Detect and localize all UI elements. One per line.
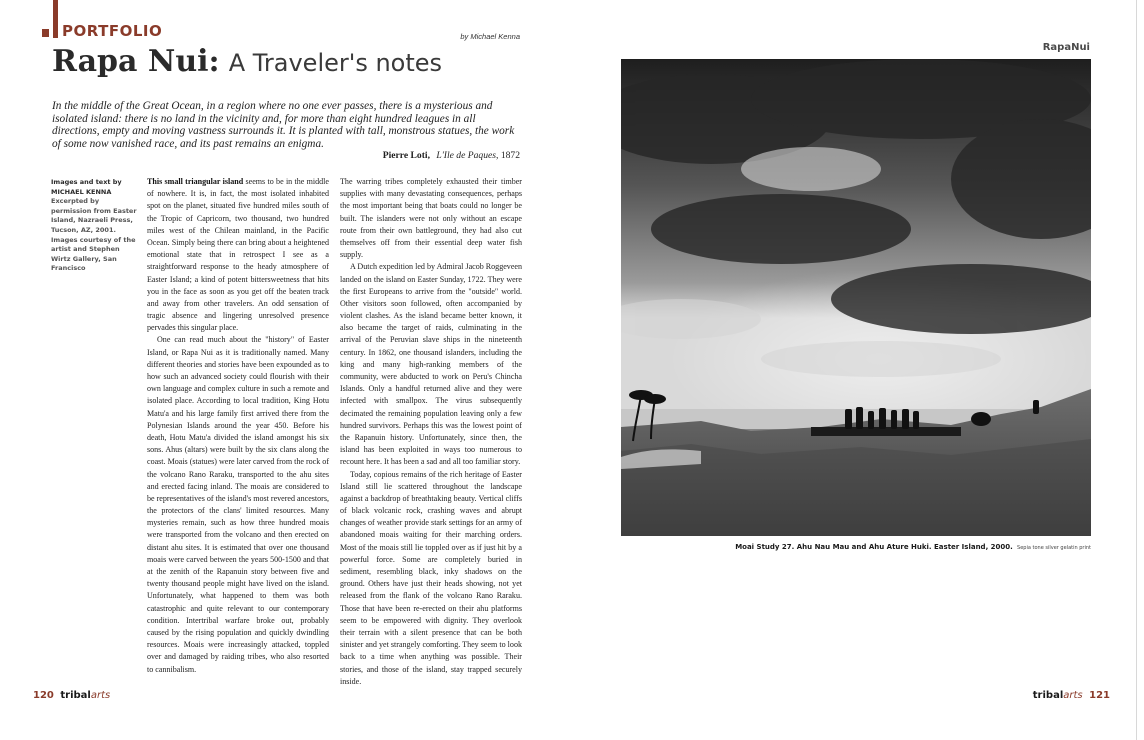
section-label: PORTFOLIO: [62, 22, 163, 40]
page-edge: [1136, 0, 1137, 740]
epigraph-attribution: [383, 150, 520, 161]
magazine-name-b: arts: [1063, 690, 1083, 701]
photo-art: [621, 59, 1091, 536]
paragraph: Today, copious remains of the rich heritage of Easter Island still lie scattered throughout the landscape against a backdrop of breathtaking beauty. Vertical cliffs of black volcanic rock, crashing waves and abrupt changes of weather provide stark settings for an army of abandoned moais waiting for their marching orders. Most of the moais still lie toppled over as if just hit by a powerful force. Some are completely buried in sediment, resembling black, inky shadows on the ground. Others have just their heads showing, not yet released from the flank of the volcano Rano Raraku. Those that have been re-erected on their ahu platforms seem to be empowered with dignity. They overlook their terrain with a silent presence that can be both sinister and yet strangely comforting. They seem to look back to a time when anything was possible. Their stories, and those of the island, stay trapped securely inside.: [340, 469, 522, 686]
folio-left: [33, 690, 110, 701]
credits-sidebar: [51, 178, 137, 274]
section-marker-icon: [42, 0, 61, 38]
magazine-name: [1033, 690, 1083, 701]
lead-in: This small triangular island: [147, 177, 244, 186]
running-head: RapaNui: [1042, 42, 1090, 53]
landscape-photo: [621, 59, 1091, 536]
paragraph: [147, 176, 329, 334]
folio-right: [1033, 690, 1110, 701]
magazine-name-a: tribal: [60, 690, 91, 701]
title-main: Rapa Nui:: [52, 44, 220, 79]
article-title: [52, 44, 442, 79]
photo-caption: [735, 543, 1091, 551]
epigraph-work: L'Ile de Paques,: [436, 150, 499, 161]
epigraph: In the middle of the Great Ocean, in a region where no one ever passes, there is a mysterious and isolated island: there is no land in the vicinity and, for more than eight hundred leagues in all directions, empty and moving vastness surrounds it. It is planted with tall, monstrous statues, the work of some now vanished race, and its past remains an enigma.: [52, 100, 515, 150]
page-number: 120: [33, 690, 54, 701]
page-number: 121: [1089, 690, 1110, 701]
paragraph: The warring tribes completely exhausted their timber supplies with many devastating consequences, perhaps the most important being that boats could no longer be built. The islanders were not only without an escape route from their own battleground, they had also cut themselves off from their essential deep water fish supply.: [340, 177, 522, 260]
caption-text: Moai Study 27. Ahu Nau Mau and Ahu Ature Huki. Easter Island, 2000.: [735, 543, 1013, 551]
paragraph: A Dutch expedition led by Admiral Jacob Roggeveen landed on the island on Easter Sunday, 1722. They were the first Europeans to arrive from the "outside" world. Other visitors soon followed, often accompanied by violent clashes. As the island became better known, it also became the target of raids, culminating in the arrival of the Peruvian slave ships in the nineteenth century. In 1862, one thousand islanders, including the king and many high-ranking members of the community, were abducted to work on Peru's Chincha Islands. Only a handful returned alive and they were infected with smallpox. The virus subsequently decimated the remaining population leaving only a few hundred survivors. Perhaps this was the lowest point of the Rapanuin history. Unfortunately, since then, the island has been exploited in ways too numerous to recount here. It has been a sad and all too familiar story.: [340, 262, 522, 467]
paragraph-text: seems to be in the middle of nowhere. It is, in fact, the most isolated inhabited spot on the planet, situated five hundred miles south of the Tropic of Capricorn, two thousand, two hundred miles west of the Chilean mainland, in the Pacific Ocean. Simply being there can bring about a heightened emotional state that in retrospect I see as a straightforward response to the heady atmosphere of Easter Island; a kind of potent bittersweetness that hits you in the face as soon as you get off the beaten track and away from other travelers. An odd sensation of tragic absence and lingering unresolved presence pervades this singular place.: [147, 177, 329, 333]
magazine-name-a: tribal: [1032, 690, 1064, 701]
magazine-name: [60, 690, 110, 701]
credit-body: Excerpted by permission from Easter Island, Nazraeli Press, Tucson, AZ, 2001. Images courtesy of the artist and Stephen Wirtz Gallery, San Francisco: [51, 197, 137, 273]
epigraph-year: 1872: [500, 150, 520, 161]
credit-label: Images and text by: [51, 178, 122, 186]
paragraph: One can read much about the "history" of Easter Island, or Rapa Nui as it is traditionally named. Many different theories and stories have been expounded as to how such an advanced society could flourish with their own language and complex culture in such a remote and isolated place. According to local tradition, King Hotu Matu'a and his large family first arrived there from the Polynesian Islands around the year 450. Before his death, Hotu Matu'a divided the island amongst his six sons. Ahus (altars) were built by the six clans along the coast. Moais (statues) were later carved from the rock of the volcano Rano Raraku, transported to the ahu sites and erected facing inland. The moais are considered to be representatives of the island's most revered ancestors, the protectors of the clans' limited resources. Many mysteries remain, such as how three hundred moais were transported from the volcano and then erected on distant ahu sites. It is estimated that over one thousand moais were carved between the years 500-1500 and that at the zenith of the Rapanuin story between five and twenty thousand people might have lived on the island. Unfortunately, what happened to them was both catastrophic and quite relevant to our contemporary condition. Intertribal warfare broke out, probably caused by the rising population and quickly dwindling resources. Moais were increasingly attacked, toppled over and damaged by raiding tribes, who also resorted to cannibalism.: [147, 335, 329, 674]
text-column-2: [340, 176, 522, 688]
byline: [460, 32, 520, 41]
magazine-name-b: arts: [90, 690, 111, 701]
byline-text: by Michael Kenna: [460, 32, 520, 41]
caption-note: Sepia tone silver gelatin print: [1017, 545, 1091, 551]
title-sub: A Traveler's notes: [228, 49, 443, 77]
text-column-1: [147, 176, 329, 676]
epigraph-author: Pierre Loti,: [382, 150, 430, 161]
credit-name: MICHAEL KENNA: [51, 187, 112, 196]
